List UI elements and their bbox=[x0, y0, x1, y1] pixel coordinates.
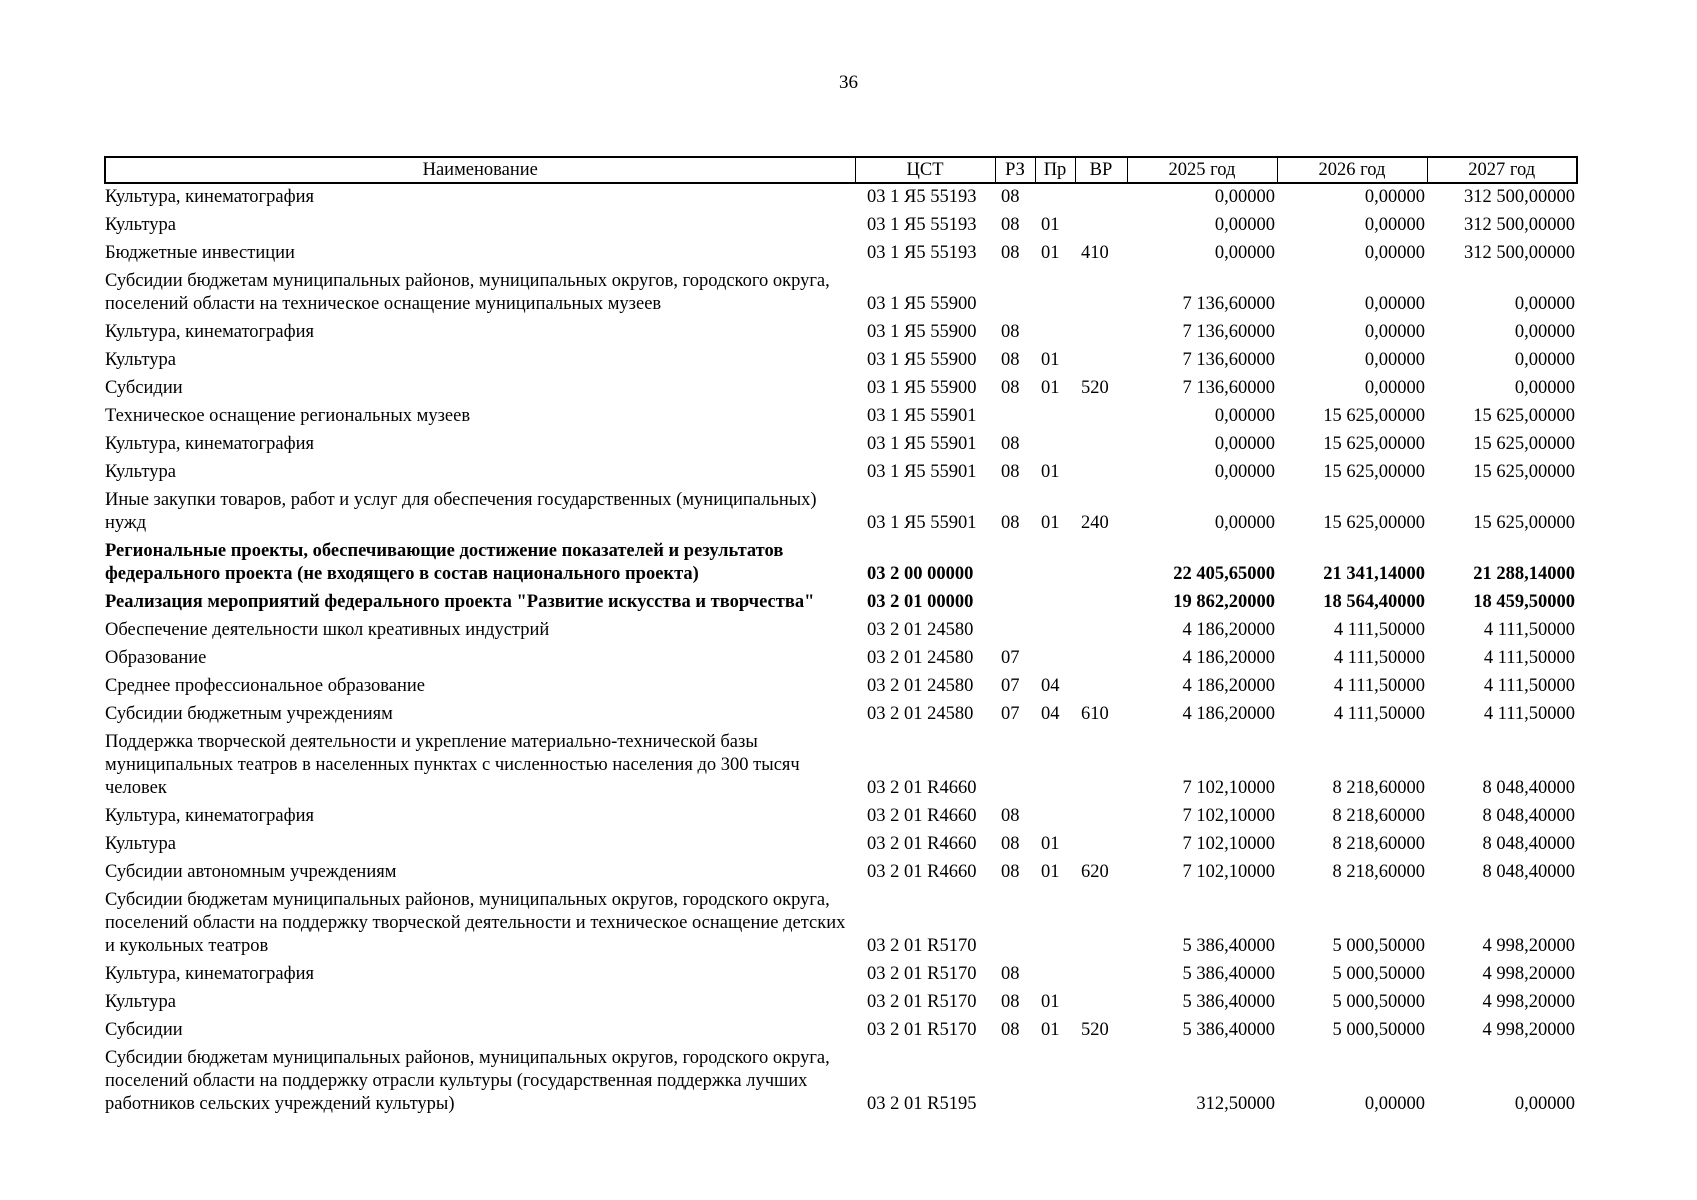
row-2025: 0,00000 bbox=[1214, 434, 1275, 454]
row-vr bbox=[1075, 459, 1127, 487]
row-2027: 312 500,00000 bbox=[1464, 215, 1575, 235]
row-cst: 03 1 Я5 55900 bbox=[867, 294, 977, 314]
row-vr: 520 bbox=[1081, 378, 1109, 398]
row-rz: 08 bbox=[1001, 378, 1020, 398]
row-cst: 03 1 Я5 55900 bbox=[867, 378, 977, 398]
row-name: Субсидии bbox=[105, 1020, 183, 1040]
row-2025: 19 862,20000 bbox=[1173, 592, 1275, 612]
row-name: Культура bbox=[105, 215, 176, 235]
table-row bbox=[105, 961, 1577, 989]
row-vr bbox=[1075, 212, 1127, 240]
row-2026: 5 000,50000 bbox=[1332, 1020, 1425, 1040]
row-rz bbox=[995, 538, 1035, 589]
row-rz bbox=[995, 1045, 1035, 1119]
row-rz bbox=[995, 729, 1035, 803]
row-cst: 03 2 01 R5170 bbox=[867, 1020, 977, 1040]
row-cst: 03 2 01 R5195 bbox=[867, 1094, 977, 1114]
row-vr bbox=[1075, 431, 1127, 459]
row-2027: 15 625,00000 bbox=[1473, 434, 1575, 454]
row-2025: 0,00000 bbox=[1214, 243, 1275, 263]
table-row bbox=[105, 989, 1577, 1017]
table-row bbox=[105, 887, 1577, 961]
row-2025: 0,00000 bbox=[1214, 187, 1275, 207]
row-name: Культура, кинематография bbox=[105, 187, 315, 207]
row-2027: 15 625,00000 bbox=[1473, 462, 1575, 482]
row-2026: 0,00000 bbox=[1364, 215, 1425, 235]
row-cst: 03 2 01 24580 bbox=[867, 620, 974, 640]
row-2025: 7 136,60000 bbox=[1182, 322, 1275, 342]
row-rz: 08 bbox=[1001, 243, 1020, 263]
row-vr bbox=[1075, 645, 1127, 673]
row-rz: 08 bbox=[1001, 992, 1020, 1012]
page-number: 36 bbox=[839, 72, 858, 93]
table-row bbox=[105, 617, 1577, 645]
row-pr bbox=[1035, 319, 1075, 347]
table-body bbox=[105, 183, 1577, 1119]
row-cst: 03 1 Я5 55901 bbox=[867, 406, 977, 426]
row-pr bbox=[1035, 403, 1075, 431]
header-rz: РЗ bbox=[995, 157, 1035, 183]
row-name: Среднее профессиональное образование bbox=[105, 676, 425, 696]
row-2026: 8 218,60000 bbox=[1332, 834, 1425, 854]
row-2026: 0,00000 bbox=[1364, 378, 1425, 398]
row-pr bbox=[1035, 268, 1075, 319]
header-2025: 2025 год bbox=[1127, 157, 1277, 183]
row-rz bbox=[995, 268, 1035, 319]
row-pr: 01 bbox=[1041, 1020, 1060, 1040]
row-vr bbox=[1075, 989, 1127, 1017]
row-2027: 0,00000 bbox=[1514, 378, 1575, 398]
row-rz: 08 bbox=[1001, 862, 1020, 882]
row-2025: 312,50000 bbox=[1196, 1094, 1275, 1114]
row-2026: 18 564,40000 bbox=[1323, 592, 1425, 612]
row-2026: 4 111,50000 bbox=[1333, 620, 1425, 640]
row-pr bbox=[1035, 729, 1075, 803]
table-row bbox=[105, 831, 1577, 859]
row-2025: 7 136,60000 bbox=[1182, 378, 1275, 398]
row-name: Субсидии бюджетным учреждениям bbox=[105, 704, 393, 724]
row-vr bbox=[1075, 538, 1127, 589]
row-pr bbox=[1035, 887, 1075, 961]
row-rz: 08 bbox=[1001, 434, 1020, 454]
header-2026: 2026 год bbox=[1277, 157, 1427, 183]
row-cst: 03 1 Я5 55901 bbox=[867, 462, 977, 482]
row-vr bbox=[1075, 347, 1127, 375]
header-cst: ЦСТ bbox=[855, 157, 995, 183]
row-vr: 610 bbox=[1081, 704, 1109, 724]
row-rz bbox=[995, 403, 1035, 431]
table-row bbox=[105, 859, 1577, 887]
row-name: Субсидии бюджетам муниципальных районов, муниципальных округов, городского округа, поселений области на поддержку отрасли культуры (государственная поддержка лучших работников сельских учреждений культуры) bbox=[105, 1048, 830, 1114]
row-name: Поддержка творческой деятельности и укрепление материально-технической базы муниципальных театров в населенных пунктах с численностью населения до 300 тысяч человек bbox=[105, 732, 800, 798]
header-2027: 2027 год bbox=[1427, 157, 1577, 183]
table-row bbox=[105, 803, 1577, 831]
row-2025: 7 102,10000 bbox=[1182, 778, 1275, 798]
budget-table bbox=[104, 156, 1578, 1119]
row-vr bbox=[1075, 319, 1127, 347]
row-name: Субсидии бюджетам муниципальных районов, муниципальных округов, городского округа, поселений области на поддержку творческой деятельности и техническое оснащение детских и кукольных театров bbox=[105, 890, 846, 956]
row-2027: 8 048,40000 bbox=[1482, 806, 1575, 826]
row-vr bbox=[1075, 803, 1127, 831]
row-2025: 5 386,40000 bbox=[1182, 936, 1275, 956]
table-row bbox=[105, 240, 1577, 268]
row-name: Субсидии автономным учреждениям bbox=[105, 862, 397, 882]
row-pr bbox=[1035, 617, 1075, 645]
row-name: Региональные проекты, обеспечивающие достижение показателей и результатов федерального проекта (не входящего в состав национального проекта) bbox=[105, 541, 784, 584]
row-cst: 03 1 Я5 55900 bbox=[867, 322, 977, 342]
table-row bbox=[105, 403, 1577, 431]
table-row bbox=[105, 1045, 1577, 1119]
row-rz: 07 bbox=[1001, 704, 1020, 724]
row-name: Иные закупки товаров, работ и услуг для обеспечения государственных (муниципальных) нужд bbox=[105, 490, 817, 533]
table-row bbox=[105, 183, 1577, 212]
row-2025: 0,00000 bbox=[1214, 462, 1275, 482]
row-2026: 15 625,00000 bbox=[1323, 513, 1425, 533]
row-cst: 03 2 01 R5170 bbox=[867, 992, 977, 1012]
row-2027: 4 111,50000 bbox=[1483, 676, 1575, 696]
table-row bbox=[105, 459, 1577, 487]
row-2026: 4 111,50000 bbox=[1333, 648, 1425, 668]
row-name: Техническое оснащение региональных музеев bbox=[105, 406, 471, 426]
row-2027: 4 998,20000 bbox=[1482, 1020, 1575, 1040]
row-rz: 08 bbox=[1001, 964, 1020, 984]
row-2025: 4 186,20000 bbox=[1182, 648, 1275, 668]
row-vr: 240 bbox=[1081, 513, 1109, 533]
row-cst: 03 2 01 24580 bbox=[867, 648, 974, 668]
row-cst: 03 1 Я5 55901 bbox=[867, 434, 977, 454]
row-2027: 4 998,20000 bbox=[1482, 992, 1575, 1012]
row-cst: 03 2 01 R5170 bbox=[867, 936, 977, 956]
table-row bbox=[105, 347, 1577, 375]
table-row bbox=[105, 487, 1577, 538]
row-pr bbox=[1035, 961, 1075, 989]
row-pr: 04 bbox=[1041, 676, 1060, 696]
row-2026: 4 111,50000 bbox=[1333, 676, 1425, 696]
row-pr bbox=[1035, 1045, 1075, 1119]
row-rz: 08 bbox=[1001, 1020, 1020, 1040]
row-2026: 0,00000 bbox=[1364, 1094, 1425, 1114]
row-2025: 5 386,40000 bbox=[1182, 992, 1275, 1012]
row-2027: 15 625,00000 bbox=[1473, 406, 1575, 426]
row-2026: 4 111,50000 bbox=[1333, 704, 1425, 724]
row-cst: 03 1 Я5 55193 bbox=[867, 243, 977, 263]
row-2026: 0,00000 bbox=[1364, 187, 1425, 207]
row-2025: 7 102,10000 bbox=[1182, 806, 1275, 826]
row-cst: 03 2 00 00000 bbox=[867, 564, 974, 584]
row-cst: 03 2 01 R5170 bbox=[867, 964, 977, 984]
row-rz: 08 bbox=[1001, 834, 1020, 854]
row-pr bbox=[1035, 183, 1075, 212]
row-2026: 5 000,50000 bbox=[1332, 992, 1425, 1012]
table-row bbox=[105, 375, 1577, 403]
table-row bbox=[105, 431, 1577, 459]
row-rz bbox=[995, 589, 1035, 617]
row-2027: 0,00000 bbox=[1514, 294, 1575, 314]
row-2025: 0,00000 bbox=[1214, 215, 1275, 235]
table-row bbox=[105, 589, 1577, 617]
row-rz: 08 bbox=[1001, 462, 1020, 482]
row-name: Культура bbox=[105, 350, 176, 370]
row-cst: 03 1 Я5 55900 bbox=[867, 350, 977, 370]
row-2026: 8 218,60000 bbox=[1332, 778, 1425, 798]
row-2027: 312 500,00000 bbox=[1464, 243, 1575, 263]
row-cst: 03 2 01 24580 bbox=[867, 704, 974, 724]
row-name: Культура, кинематография bbox=[105, 964, 315, 984]
row-vr: 520 bbox=[1081, 1020, 1109, 1040]
row-2027: 18 459,50000 bbox=[1473, 592, 1575, 612]
row-vr: 620 bbox=[1081, 862, 1109, 882]
row-2027: 4 998,20000 bbox=[1482, 936, 1575, 956]
row-2025: 22 405,65000 bbox=[1173, 564, 1275, 584]
table-row bbox=[105, 212, 1577, 240]
row-rz: 08 bbox=[1001, 513, 1020, 533]
row-2026: 5 000,50000 bbox=[1332, 936, 1425, 956]
row-2027: 21 288,14000 bbox=[1473, 564, 1575, 584]
row-vr bbox=[1075, 729, 1127, 803]
row-cst: 03 2 01 00000 bbox=[867, 592, 974, 612]
row-2026: 0,00000 bbox=[1364, 243, 1425, 263]
row-pr bbox=[1035, 538, 1075, 589]
row-pr: 01 bbox=[1041, 378, 1060, 398]
row-2027: 0,00000 bbox=[1514, 1094, 1575, 1114]
row-rz: 07 bbox=[1001, 676, 1020, 696]
table-header-row bbox=[105, 157, 1577, 183]
row-rz: 08 bbox=[1001, 806, 1020, 826]
row-cst: 03 2 01 R4660 bbox=[867, 862, 977, 882]
row-2026: 0,00000 bbox=[1364, 322, 1425, 342]
row-pr: 01 bbox=[1041, 462, 1060, 482]
row-rz: 08 bbox=[1001, 215, 1020, 235]
row-name: Культура bbox=[105, 992, 176, 1012]
row-2027: 15 625,00000 bbox=[1473, 513, 1575, 533]
row-2027: 312 500,00000 bbox=[1464, 187, 1575, 207]
row-vr bbox=[1075, 831, 1127, 859]
row-pr bbox=[1035, 589, 1075, 617]
row-vr bbox=[1075, 673, 1127, 701]
row-pr bbox=[1035, 645, 1075, 673]
row-vr bbox=[1075, 1045, 1127, 1119]
table-row bbox=[105, 729, 1577, 803]
row-cst: 03 2 01 24580 bbox=[867, 676, 974, 696]
row-2025: 7 136,60000 bbox=[1182, 294, 1275, 314]
row-pr: 01 bbox=[1041, 215, 1060, 235]
row-2025: 4 186,20000 bbox=[1182, 704, 1275, 724]
row-pr: 01 bbox=[1041, 350, 1060, 370]
row-vr bbox=[1075, 403, 1127, 431]
row-cst: 03 1 Я5 55901 bbox=[867, 513, 977, 533]
table-row bbox=[105, 1017, 1577, 1045]
row-rz: 08 bbox=[1001, 350, 1020, 370]
row-2026: 15 625,00000 bbox=[1323, 434, 1425, 454]
row-name: Субсидии bbox=[105, 378, 183, 398]
row-2027: 0,00000 bbox=[1514, 322, 1575, 342]
row-cst: 03 1 Я5 55193 bbox=[867, 187, 977, 207]
row-2027: 4 111,50000 bbox=[1483, 704, 1575, 724]
row-vr bbox=[1075, 961, 1127, 989]
row-2026: 15 625,00000 bbox=[1323, 462, 1425, 482]
row-2025: 0,00000 bbox=[1214, 406, 1275, 426]
row-pr: 01 bbox=[1041, 243, 1060, 263]
table-row bbox=[105, 645, 1577, 673]
row-vr bbox=[1075, 887, 1127, 961]
row-2026: 5 000,50000 bbox=[1332, 964, 1425, 984]
row-cst: 03 2 01 R4660 bbox=[867, 778, 977, 798]
row-cst: 03 2 01 R4660 bbox=[867, 834, 977, 854]
row-rz: 08 bbox=[1001, 322, 1020, 342]
row-2027: 8 048,40000 bbox=[1482, 834, 1575, 854]
row-name: Образование bbox=[105, 648, 207, 668]
row-cst: 03 2 01 R4660 bbox=[867, 806, 977, 826]
row-name: Культура bbox=[105, 462, 176, 482]
row-name: Культура, кинематография bbox=[105, 806, 315, 826]
row-pr bbox=[1035, 431, 1075, 459]
row-2025: 0,00000 bbox=[1214, 513, 1275, 533]
row-2026: 8 218,60000 bbox=[1332, 806, 1425, 826]
row-2025: 7 102,10000 bbox=[1182, 834, 1275, 854]
row-2026: 0,00000 bbox=[1364, 350, 1425, 370]
table-row bbox=[105, 538, 1577, 589]
row-name: Культура bbox=[105, 834, 176, 854]
row-2025: 5 386,40000 bbox=[1182, 1020, 1275, 1040]
row-rz bbox=[995, 617, 1035, 645]
header-pr: Пр bbox=[1035, 157, 1075, 183]
row-rz: 07 bbox=[1001, 648, 1020, 668]
row-name: Культура, кинематография bbox=[105, 434, 315, 454]
header-name: Наименование bbox=[105, 157, 855, 183]
row-2025: 7 136,60000 bbox=[1182, 350, 1275, 370]
row-rz: 08 bbox=[1001, 187, 1020, 207]
row-2026: 0,00000 bbox=[1364, 294, 1425, 314]
row-vr bbox=[1075, 268, 1127, 319]
table-row bbox=[105, 673, 1577, 701]
row-2025: 4 186,20000 bbox=[1182, 676, 1275, 696]
row-rz bbox=[995, 887, 1035, 961]
table-row bbox=[105, 701, 1577, 729]
row-pr bbox=[1035, 803, 1075, 831]
row-2027: 8 048,40000 bbox=[1482, 862, 1575, 882]
row-2026: 8 218,60000 bbox=[1332, 862, 1425, 882]
row-2027: 8 048,40000 bbox=[1482, 778, 1575, 798]
row-name: Обеспечение деятельности школ креативных индустрий bbox=[105, 620, 550, 640]
row-2026: 21 341,14000 bbox=[1323, 564, 1425, 584]
row-2025: 5 386,40000 bbox=[1182, 964, 1275, 984]
header-vr: ВР bbox=[1075, 157, 1127, 183]
row-pr: 01 bbox=[1041, 992, 1060, 1012]
row-2025: 7 102,10000 bbox=[1182, 862, 1275, 882]
row-2027: 4 111,50000 bbox=[1483, 620, 1575, 640]
row-pr: 01 bbox=[1041, 862, 1060, 882]
row-pr: 04 bbox=[1041, 704, 1060, 724]
row-2027: 0,00000 bbox=[1514, 350, 1575, 370]
row-2027: 4 111,50000 bbox=[1483, 648, 1575, 668]
row-2027: 4 998,20000 bbox=[1482, 964, 1575, 984]
row-cst: 03 1 Я5 55193 bbox=[867, 215, 977, 235]
row-name: Бюджетные инвестиции bbox=[105, 243, 295, 263]
row-pr: 01 bbox=[1041, 834, 1060, 854]
row-vr bbox=[1075, 183, 1127, 212]
row-name: Реализация мероприятий федерального проекта "Развитие искусства и творчества" bbox=[105, 592, 815, 612]
row-2025: 4 186,20000 bbox=[1182, 620, 1275, 640]
table-row bbox=[105, 268, 1577, 319]
table-row bbox=[105, 319, 1577, 347]
row-vr bbox=[1075, 589, 1127, 617]
row-pr: 01 bbox=[1041, 513, 1060, 533]
row-name: Культура, кинематография bbox=[105, 322, 315, 342]
row-vr bbox=[1075, 617, 1127, 645]
row-name: Субсидии бюджетам муниципальных районов, муниципальных округов, городского округа, поселений области на техническое оснащение муниципальных музеев bbox=[105, 271, 830, 314]
row-vr: 410 bbox=[1081, 243, 1109, 263]
row-2026: 15 625,00000 bbox=[1323, 406, 1425, 426]
